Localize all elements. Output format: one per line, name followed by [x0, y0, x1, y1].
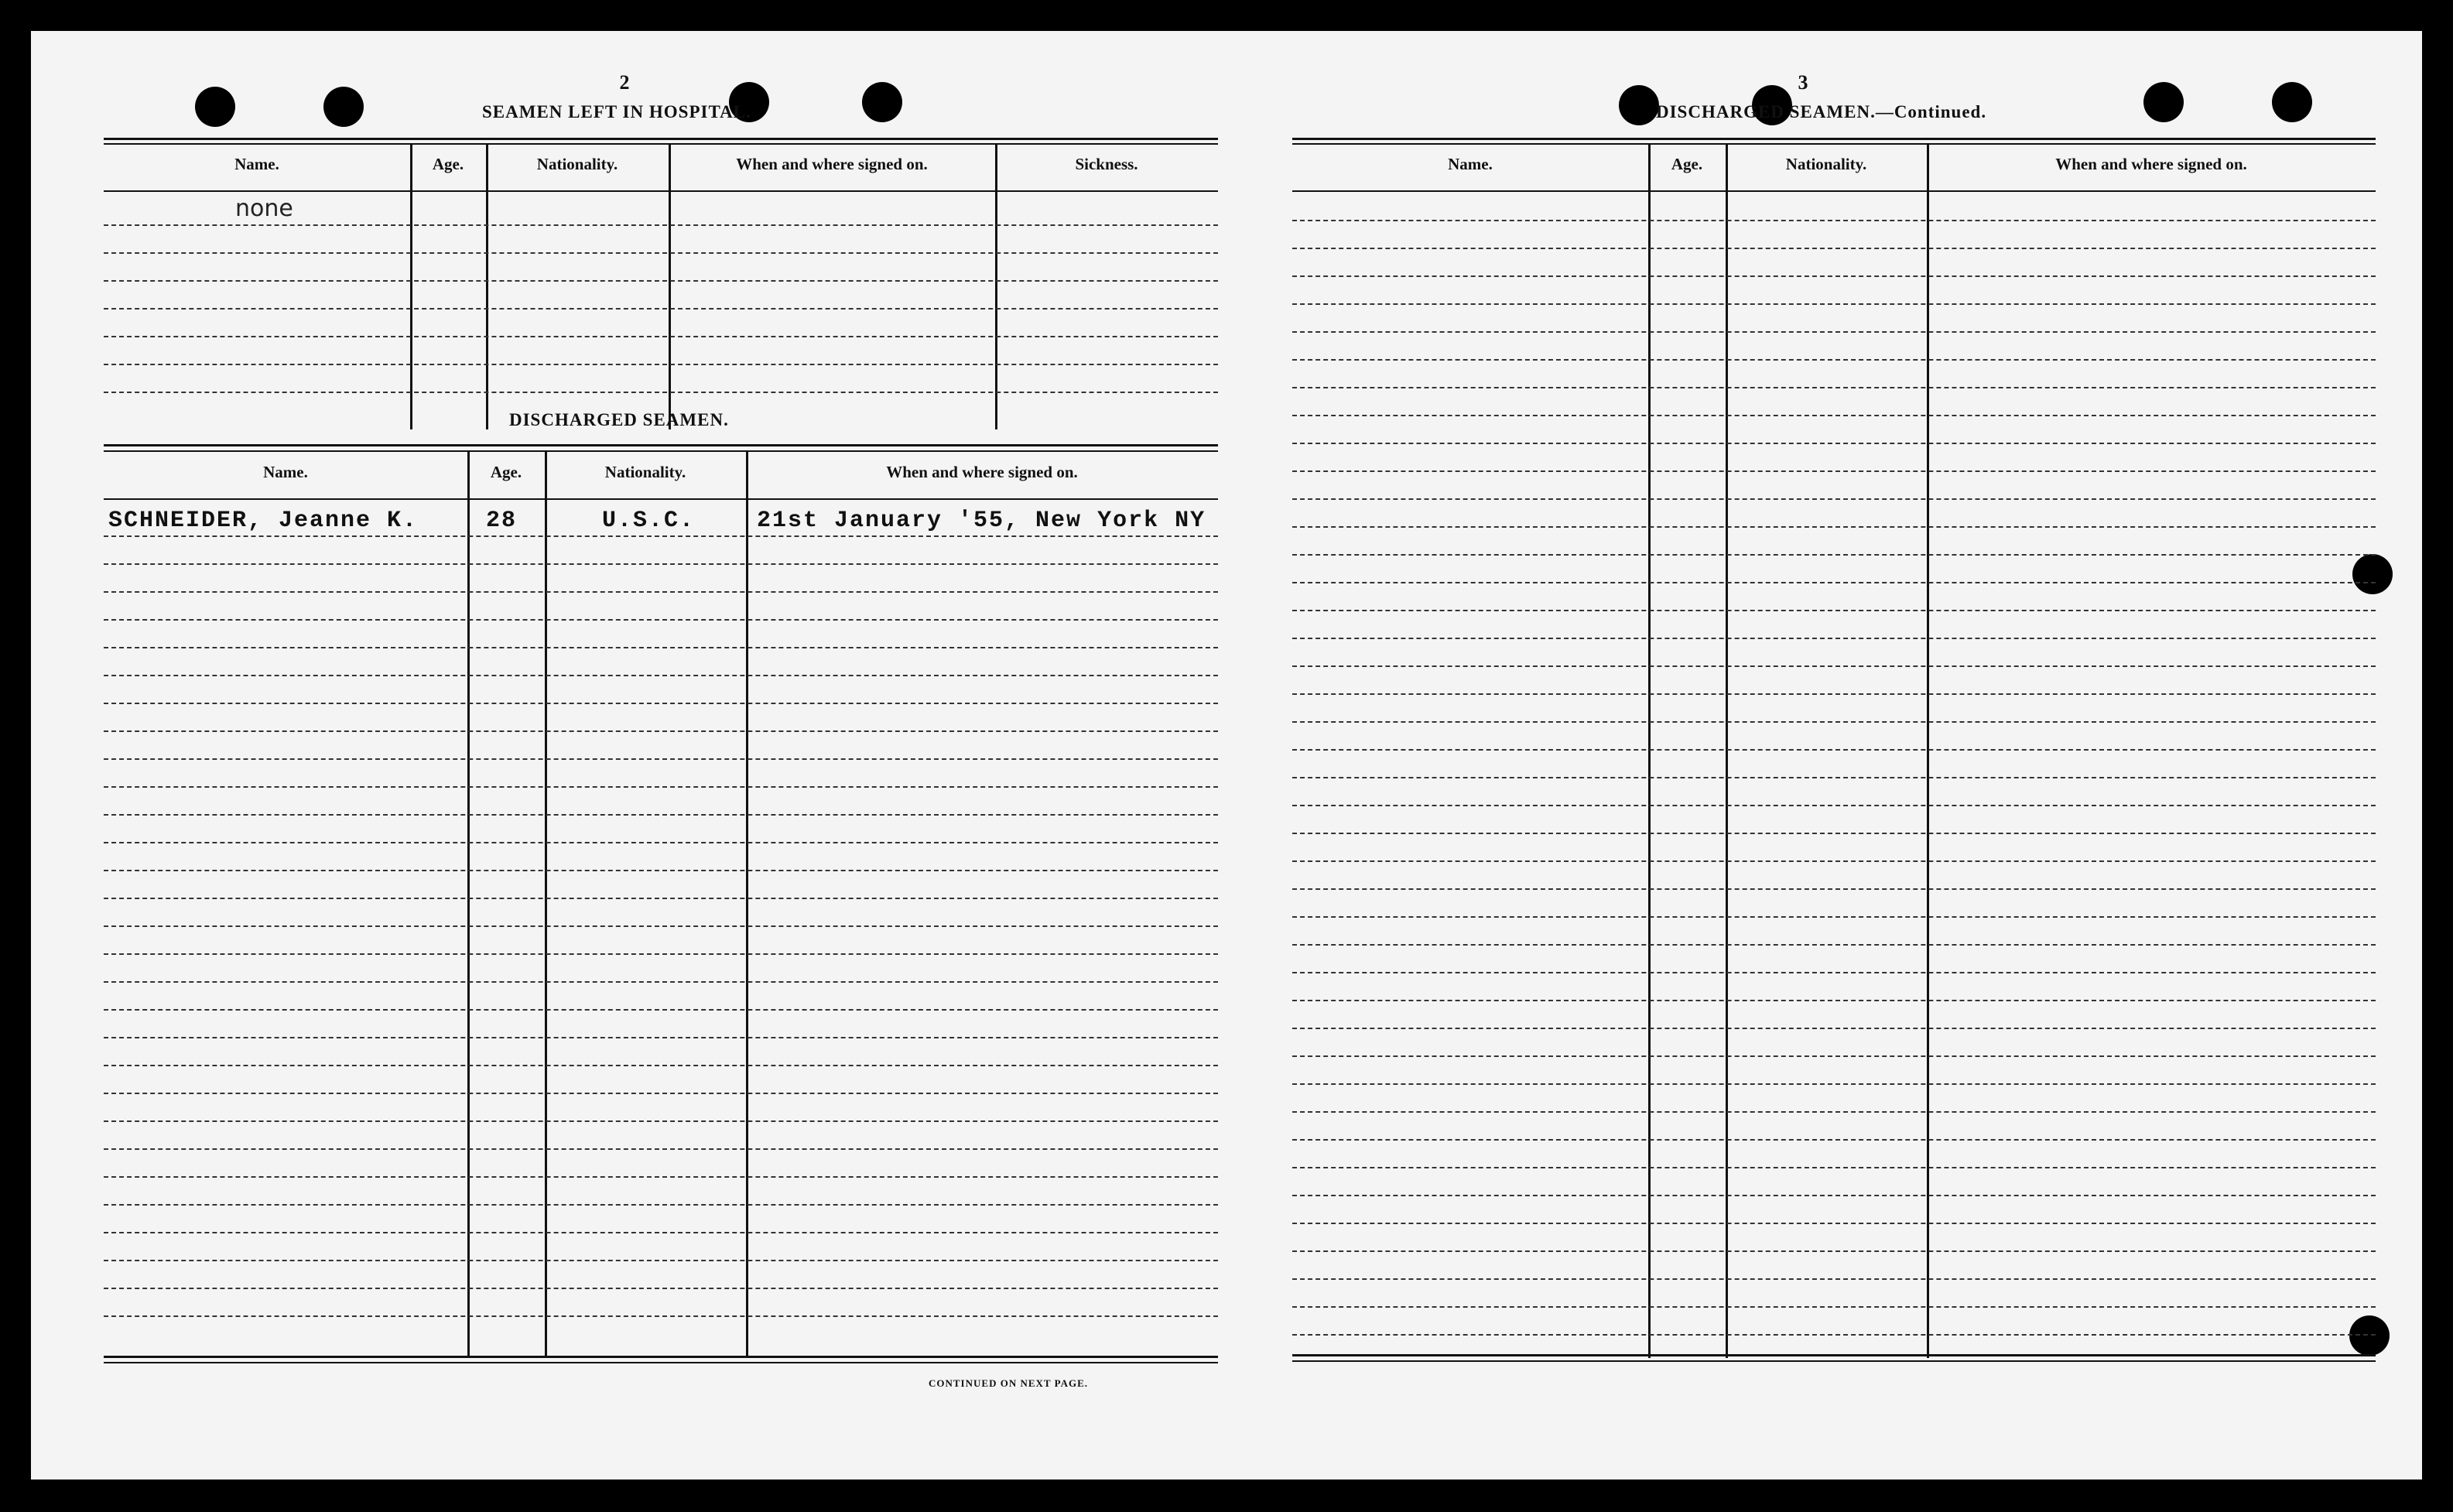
ruled-line — [104, 953, 1218, 955]
seaman-name: SCHNEIDER, Jeanne K. — [108, 508, 419, 534]
punch-hole — [2352, 554, 2393, 594]
ruled-line — [1292, 693, 2376, 695]
column-header-nationality: Nationality. — [604, 463, 686, 481]
ruled-line — [104, 1009, 1218, 1011]
ruled-line — [1292, 1139, 2376, 1141]
column-divider — [746, 450, 748, 1356]
ruled-line — [104, 842, 1218, 843]
ruled-line — [104, 758, 1218, 760]
column-header-signed-on: When and where signed on. — [2055, 155, 2247, 173]
ruled-line — [1292, 749, 2376, 751]
column-divider — [410, 143, 412, 429]
ruled-line — [104, 898, 1218, 899]
ruled-line — [1292, 526, 2376, 528]
column-divider — [1648, 143, 1651, 1358]
ruled-line — [104, 619, 1218, 621]
right-section-title: DISCHARGED SEAMEN.—Continued. — [1656, 102, 1987, 121]
table-rule — [1292, 1354, 2376, 1356]
ruled-line — [1292, 833, 2376, 834]
ruled-line — [1292, 1334, 2376, 1336]
table-rule — [104, 190, 1218, 192]
column-header-signed-on: When and where signed on. — [736, 155, 928, 173]
ruled-line — [104, 1148, 1218, 1150]
ruled-line — [1292, 610, 2376, 611]
ruled-line — [1292, 972, 2376, 973]
ruled-line — [1292, 303, 2376, 305]
ruled-line — [104, 591, 1218, 593]
ruled-line — [104, 1315, 1218, 1317]
ruled-line — [104, 1093, 1218, 1094]
ruled-line — [104, 563, 1218, 565]
table-rule — [1292, 190, 2376, 192]
hospital-section-title: SEAMEN LEFT IN HOSPITAL. — [482, 102, 751, 121]
table-rule — [104, 450, 1218, 452]
punch-hole — [323, 87, 364, 127]
ruled-line — [1292, 1195, 2376, 1196]
ruled-line — [1292, 220, 2376, 221]
ruled-line — [104, 1288, 1218, 1289]
ruled-line — [1292, 1083, 2376, 1085]
ruled-line — [104, 1232, 1218, 1233]
punch-hole — [2349, 1315, 2390, 1356]
ruled-line — [1292, 888, 2376, 890]
ruled-line — [1292, 944, 2376, 946]
ruled-line — [104, 1120, 1218, 1122]
ruled-line — [104, 786, 1218, 788]
column-header-nationality: Nationality. — [1785, 155, 1867, 173]
ruled-line — [1292, 1223, 2376, 1224]
ruled-line — [1292, 415, 2376, 416]
handwritten-entry: none — [235, 195, 293, 222]
column-header-name: Name. — [1448, 155, 1493, 173]
seaman-age: 28 — [486, 508, 518, 534]
column-header-name: Name. — [234, 155, 279, 173]
document-page — [31, 31, 2422, 1480]
table-rule — [104, 1356, 1218, 1358]
ruled-line — [1292, 777, 2376, 778]
ruled-line — [1292, 638, 2376, 639]
table-rule — [104, 444, 1218, 446]
seaman-nationality: U.S.C. — [602, 508, 696, 534]
column-header-age: Age. — [432, 155, 464, 173]
column-divider — [1927, 143, 1929, 1358]
ruled-line — [104, 280, 1218, 282]
ruled-line — [1292, 1028, 2376, 1029]
continued-note: CONTINUED ON NEXT PAGE. — [929, 1377, 1088, 1389]
column-header-nationality: Nationality. — [536, 155, 618, 173]
page-number: 3 — [1798, 71, 1808, 94]
ruled-line — [1292, 860, 2376, 862]
ruled-line — [1292, 331, 2376, 333]
ruled-line — [104, 224, 1218, 226]
ruled-line — [104, 1204, 1218, 1206]
table-rule — [1292, 138, 2376, 140]
ruled-line — [1292, 582, 2376, 583]
ruled-line — [1292, 387, 2376, 388]
punch-hole — [2143, 82, 2184, 122]
ruled-line — [1292, 1167, 2376, 1168]
ruled-line — [1292, 1000, 2376, 1001]
column-divider — [669, 143, 671, 429]
punch-hole — [195, 87, 235, 127]
ruled-line — [1292, 1250, 2376, 1252]
ruled-line — [1292, 721, 2376, 723]
ruled-line — [1292, 443, 2376, 444]
ruled-line — [104, 925, 1218, 927]
table-rule — [104, 138, 1218, 140]
ruled-line — [104, 981, 1218, 983]
ruled-line — [1292, 805, 2376, 806]
ruled-line — [1292, 498, 2376, 500]
ruled-line — [1292, 665, 2376, 667]
table-rule — [104, 143, 1218, 145]
column-header-signed-on: When and where signed on. — [886, 463, 1078, 481]
ruled-line — [104, 870, 1218, 871]
ruled-line — [104, 730, 1218, 732]
punch-hole — [1619, 85, 1659, 125]
column-header-age: Age. — [490, 463, 522, 481]
ruled-line — [104, 364, 1218, 365]
ruled-line — [104, 1037, 1218, 1038]
column-divider — [1726, 143, 1728, 1358]
ruled-line — [1292, 1111, 2376, 1113]
ruled-line — [104, 1260, 1218, 1261]
column-divider — [995, 143, 997, 429]
ruled-line — [104, 535, 1218, 537]
ruled-line — [104, 308, 1218, 310]
ruled-line — [1292, 1055, 2376, 1057]
column-header-name: Name. — [263, 463, 308, 481]
ruled-line — [104, 392, 1218, 393]
ruled-line — [104, 675, 1218, 676]
punch-hole — [2272, 82, 2312, 122]
table-rule — [104, 498, 1218, 500]
table-rule — [1292, 143, 2376, 145]
discharged-section-title: DISCHARGED SEAMEN. — [509, 410, 729, 429]
column-divider — [467, 450, 470, 1356]
ruled-line — [1292, 916, 2376, 918]
ruled-line — [104, 703, 1218, 704]
ruled-line — [1292, 359, 2376, 361]
ruled-line — [1292, 470, 2376, 472]
table-rule — [104, 1362, 1218, 1363]
ruled-line — [1292, 1278, 2376, 1280]
ruled-line — [104, 1065, 1218, 1066]
ruled-line — [1292, 554, 2376, 556]
column-divider — [545, 450, 547, 1356]
punch-hole — [862, 82, 902, 122]
column-divider — [486, 143, 488, 429]
ruled-line — [1292, 1306, 2376, 1308]
table-rule — [1292, 1360, 2376, 1362]
ruled-line — [1292, 275, 2376, 277]
ruled-line — [1292, 248, 2376, 249]
ruled-line — [104, 1176, 1218, 1178]
ruled-line — [104, 647, 1218, 648]
column-header-sickness: Sickness. — [1075, 155, 1138, 173]
page-number: 2 — [619, 71, 630, 94]
ruled-line — [104, 252, 1218, 254]
ruled-line — [104, 814, 1218, 816]
ruled-line — [104, 336, 1218, 337]
column-header-age: Age. — [1671, 155, 1703, 173]
seaman-signed-on: 21st January '55, New York NY — [757, 508, 1206, 534]
